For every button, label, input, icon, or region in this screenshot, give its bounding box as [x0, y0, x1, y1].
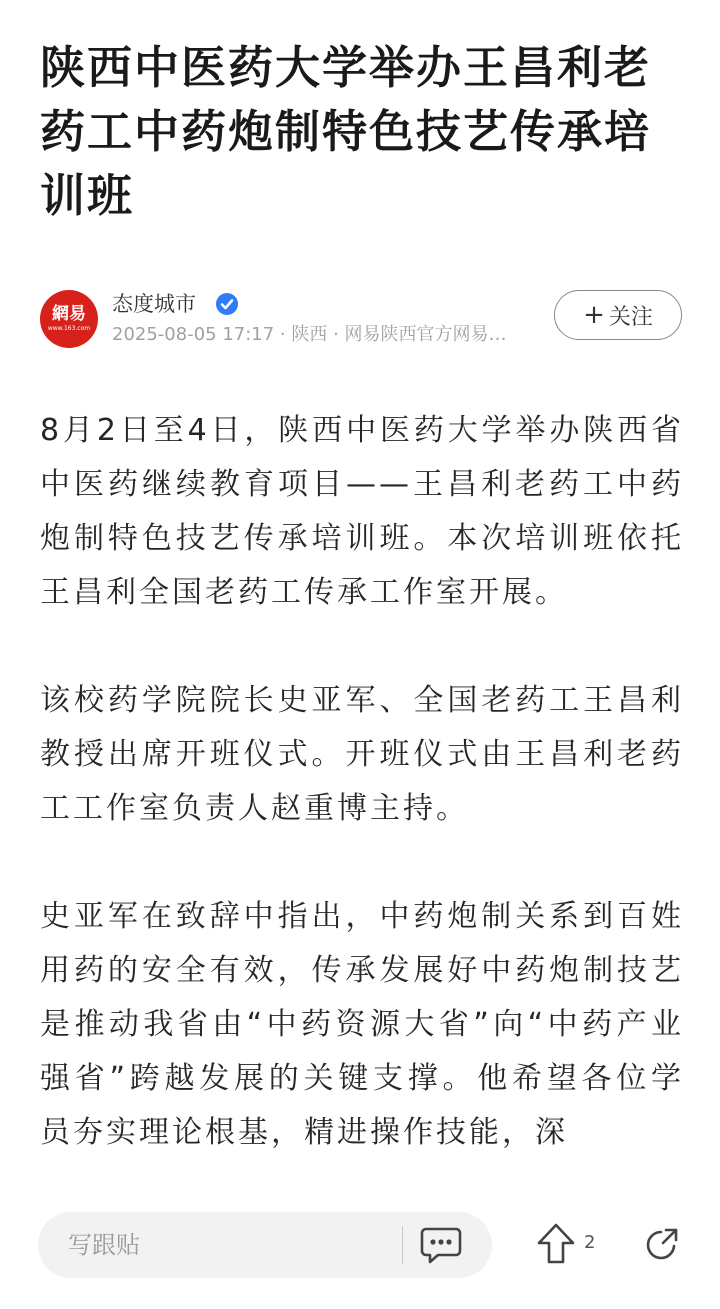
share-icon[interactable]	[536, 1222, 576, 1266]
forward-icon[interactable]	[644, 1226, 680, 1262]
follow-button[interactable]	[554, 290, 682, 340]
comment-icon[interactable]	[420, 1225, 462, 1265]
comment-placeholder: 写跟贴	[68, 1231, 140, 1259]
avatar-logo-sub: www.163.com	[47, 325, 91, 332]
comment-divider	[402, 1226, 403, 1264]
follow-label: 关注	[608, 304, 653, 330]
article-paragraph: 该校药学院院长史亚军、全国老药工王昌利教授出席开班仪式。开班仪式由王昌利老药工工作室负责人赵重博主持。	[40, 683, 684, 826]
author-avatar[interactable]	[40, 290, 98, 348]
article-meta: 2025-08-05 17:17 · 陕西 · 网易陕西官方网易…	[112, 324, 507, 345]
bottom-action-bar	[0, 1200, 720, 1309]
avatar-logo-text: 網易	[52, 304, 86, 324]
comment-input[interactable]	[38, 1212, 492, 1278]
share-count: 2	[584, 1232, 596, 1253]
article-paragraph: 8月2日至4日，陕西中医药大学举办陕西省中医药继续教育项目——王昌利老药工中药炮制特色技艺传承培训班。本次培训班依托王昌利全国老药工传承工作室开展。	[40, 413, 684, 610]
article-paragraph: 史亚军在致辞中指出，中药炮制关系到百姓用药的安全有效，传承发展好中药炮制技艺是推动我省由“中药资源大省”向“中药产业强省”跨越发展的关键支撑。他希望各位学员夯实理论根基，精进操作技能，深	[40, 899, 684, 1150]
verified-badge-icon	[216, 293, 238, 315]
plus-icon: +	[583, 300, 605, 330]
author-row	[40, 288, 682, 350]
article-title: 陕西中医药大学举办王昌利老药工中药炮制特色技艺传承培训班	[40, 41, 652, 222]
author-name[interactable]: 态度城市	[112, 292, 196, 316]
article-body	[40, 404, 684, 1200]
